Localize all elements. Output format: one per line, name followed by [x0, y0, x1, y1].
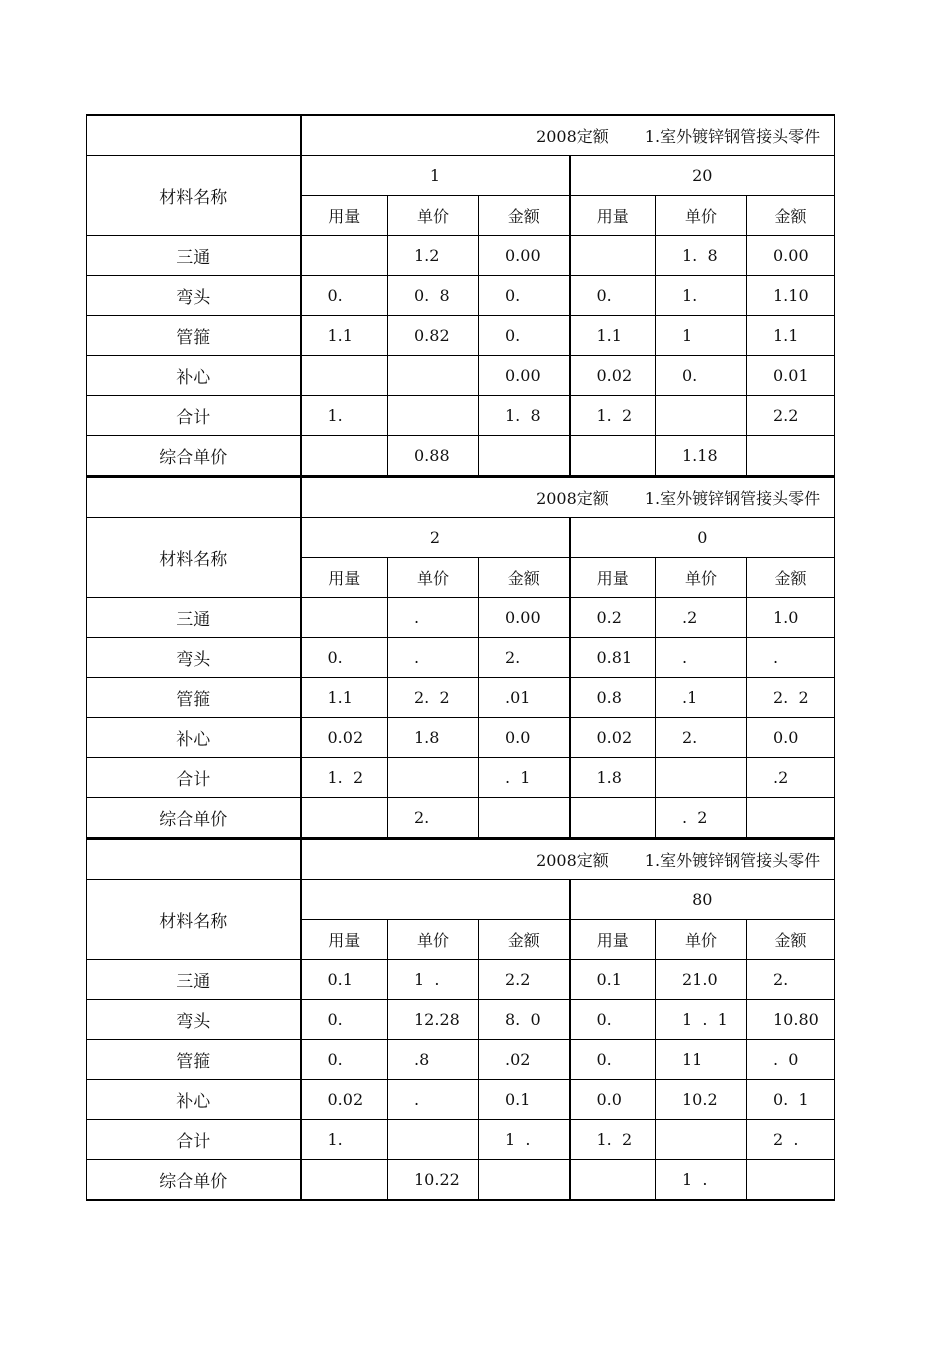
- cell: .: [388, 598, 479, 638]
- cell: 1.1: [747, 316, 835, 356]
- cell: [479, 1160, 570, 1201]
- cell: 10.22: [388, 1160, 479, 1201]
- cell: 1.0: [747, 598, 835, 638]
- cell: 0.00: [479, 356, 570, 396]
- col-header-quantity: 用量: [570, 558, 656, 598]
- cell: 1.18: [656, 436, 747, 476]
- col-header-unit-price: 单价: [388, 196, 479, 236]
- cell: 0.1: [570, 960, 656, 1000]
- cell: [570, 798, 656, 838]
- cell: [479, 798, 570, 838]
- title-name: 1.室外镀锌钢管接头零件: [644, 127, 821, 146]
- table-row: [87, 316, 835, 356]
- col-header-quantity: 用量: [301, 920, 388, 960]
- cell: 1.: [656, 276, 747, 316]
- table-row: [87, 276, 835, 316]
- cell: .02: [479, 1040, 570, 1080]
- quota-block-3: [86, 838, 835, 1201]
- cell: 0.: [570, 276, 656, 316]
- cell: [570, 436, 656, 476]
- cell: 0.82: [388, 316, 479, 356]
- cell: 1. 8: [479, 396, 570, 436]
- cell: .: [747, 638, 835, 678]
- cell: [388, 396, 479, 436]
- material-name-header: 材料名称: [87, 156, 301, 236]
- material-name: 综合单价: [87, 1160, 301, 1201]
- cell: 0.: [301, 1000, 388, 1040]
- col-header-amount: 金额: [479, 920, 570, 960]
- cell: 1 . 1: [656, 1000, 747, 1040]
- table-row: [87, 1000, 835, 1040]
- cell: [388, 356, 479, 396]
- cell: 0.02: [301, 718, 388, 758]
- empty-corner-cell: [87, 115, 301, 156]
- title-year: 2008定额: [536, 489, 609, 508]
- cell: 1 .: [388, 960, 479, 1000]
- block-title: [301, 839, 835, 880]
- col-header-unit-price: 单价: [656, 196, 747, 236]
- cell: 0.: [479, 316, 570, 356]
- material-name: 综合单价: [87, 436, 301, 476]
- cell: 1.2: [388, 236, 479, 276]
- cell: [747, 798, 835, 838]
- cell: .: [656, 638, 747, 678]
- block-title: [301, 477, 835, 518]
- title-name: 1.室外镀锌钢管接头零件: [644, 851, 821, 870]
- cell: 2.2: [747, 396, 835, 436]
- group-a-header: 2: [301, 518, 570, 558]
- cell: 0.00: [747, 236, 835, 276]
- col-header-unit-price: 单价: [656, 558, 747, 598]
- col-header-quantity: 用量: [301, 196, 388, 236]
- cell: . 2: [656, 798, 747, 838]
- table-row: [87, 1160, 835, 1201]
- cell: . 0: [747, 1040, 835, 1080]
- table-row: [87, 436, 835, 476]
- cell: 1 .: [656, 1160, 747, 1201]
- table-row: [87, 798, 835, 838]
- cell: 0.02: [301, 1080, 388, 1120]
- cell: [747, 1160, 835, 1201]
- material-name: 三通: [87, 598, 301, 638]
- cell: 0.: [301, 1040, 388, 1080]
- table-row: [87, 638, 835, 678]
- cell: [301, 356, 388, 396]
- col-header-quantity: 用量: [301, 558, 388, 598]
- cell: [747, 436, 835, 476]
- cell: [301, 436, 388, 476]
- cell: 10.2: [656, 1080, 747, 1120]
- cell: [388, 758, 479, 798]
- cell: [570, 236, 656, 276]
- cell: 0.81: [570, 638, 656, 678]
- group-b-header: 80: [570, 880, 835, 920]
- cell: 1. 2: [570, 1120, 656, 1160]
- table-row: [87, 396, 835, 436]
- material-name: 综合单价: [87, 798, 301, 838]
- cell: [570, 1160, 656, 1201]
- cell: 0.: [301, 638, 388, 678]
- cell: 1.8: [388, 718, 479, 758]
- material-name: 弯头: [87, 638, 301, 678]
- col-header-unit-price: 单价: [388, 558, 479, 598]
- cell: 11: [656, 1040, 747, 1080]
- table-row: [87, 758, 835, 798]
- cell: .: [388, 1080, 479, 1120]
- empty-corner-cell: [87, 477, 301, 518]
- table-row: [87, 598, 835, 638]
- material-name: 补心: [87, 1080, 301, 1120]
- cell: [656, 1120, 747, 1160]
- group-a-header: [301, 880, 570, 920]
- group-a-header: 1: [301, 156, 570, 196]
- cell: 12.28: [388, 1000, 479, 1040]
- cell: 1.10: [747, 276, 835, 316]
- cell: 0.: [570, 1040, 656, 1080]
- cell: 0.: [570, 1000, 656, 1040]
- col-header-amount: 金额: [479, 196, 570, 236]
- cell: 10.80: [747, 1000, 835, 1040]
- title-year: 2008定额: [536, 851, 609, 870]
- table-row: [87, 1080, 835, 1120]
- quota-sheet: [86, 114, 834, 1201]
- material-name: 补心: [87, 718, 301, 758]
- material-name: 三通: [87, 960, 301, 1000]
- cell: 0.: [656, 356, 747, 396]
- cell: 21.0: [656, 960, 747, 1000]
- cell: 2. 2: [747, 678, 835, 718]
- material-name: 管箍: [87, 678, 301, 718]
- cell: 1.1: [301, 316, 388, 356]
- cell: [656, 396, 747, 436]
- material-name: 合计: [87, 396, 301, 436]
- cell: 0. 1: [747, 1080, 835, 1120]
- title-year: 2008定额: [536, 127, 609, 146]
- col-header-amount: 金额: [747, 558, 835, 598]
- cell: 2.: [747, 960, 835, 1000]
- cell: 1.1: [301, 678, 388, 718]
- group-b-header: 0: [570, 518, 835, 558]
- table-row: [87, 356, 835, 396]
- cell: 1.1: [570, 316, 656, 356]
- cell: 0.0: [570, 1080, 656, 1120]
- cell: 1.8: [570, 758, 656, 798]
- cell: .8: [388, 1040, 479, 1080]
- material-name: 弯头: [87, 1000, 301, 1040]
- cell: 0.01: [747, 356, 835, 396]
- material-name-header: 材料名称: [87, 880, 301, 960]
- material-name: 合计: [87, 758, 301, 798]
- cell: 2.: [656, 718, 747, 758]
- cell: 0.0: [747, 718, 835, 758]
- group-b-header: 20: [570, 156, 835, 196]
- cell: .01: [479, 678, 570, 718]
- cell: 0.1: [479, 1080, 570, 1120]
- table-row: [87, 960, 835, 1000]
- cell: 2. 2: [388, 678, 479, 718]
- table-row: [87, 718, 835, 758]
- cell: [301, 236, 388, 276]
- material-name-header: 材料名称: [87, 518, 301, 598]
- cell: 0. 8: [388, 276, 479, 316]
- material-name: 管箍: [87, 1040, 301, 1080]
- cell: 0.0: [479, 718, 570, 758]
- cell: 0.00: [479, 236, 570, 276]
- cell: [301, 798, 388, 838]
- cell: 0.02: [570, 356, 656, 396]
- cell: 1. 2: [301, 758, 388, 798]
- cell: 1.: [301, 1120, 388, 1160]
- cell: 2.: [479, 638, 570, 678]
- col-header-amount: 金额: [747, 196, 835, 236]
- material-name: 三通: [87, 236, 301, 276]
- cell: 0.: [479, 276, 570, 316]
- cell: 1.: [301, 396, 388, 436]
- table-row: [87, 236, 835, 276]
- cell: 2.2: [479, 960, 570, 1000]
- cell: 0.88: [388, 436, 479, 476]
- block-title: [301, 115, 835, 156]
- cell: 1 .: [479, 1120, 570, 1160]
- empty-corner-cell: [87, 839, 301, 880]
- cell: [656, 758, 747, 798]
- quota-block-2: [86, 476, 835, 838]
- cell: . 1: [479, 758, 570, 798]
- col-header-amount: 金额: [747, 920, 835, 960]
- cell: .2: [747, 758, 835, 798]
- col-header-unit-price: 单价: [656, 920, 747, 960]
- table-row: [87, 1120, 835, 1160]
- cell: [479, 436, 570, 476]
- quota-block-1: [86, 114, 835, 476]
- cell: .1: [656, 678, 747, 718]
- cell: 0.2: [570, 598, 656, 638]
- col-header-unit-price: 单价: [388, 920, 479, 960]
- cell: .: [388, 638, 479, 678]
- cell: 1. 8: [656, 236, 747, 276]
- material-name: 合计: [87, 1120, 301, 1160]
- material-name: 弯头: [87, 276, 301, 316]
- cell: 0.02: [570, 718, 656, 758]
- cell: 1. 2: [570, 396, 656, 436]
- cell: [301, 598, 388, 638]
- cell: 0.1: [301, 960, 388, 1000]
- cell: [388, 1120, 479, 1160]
- col-header-amount: 金额: [479, 558, 570, 598]
- table-row: [87, 678, 835, 718]
- cell: [301, 1160, 388, 1201]
- cell: 0.: [301, 276, 388, 316]
- col-header-quantity: 用量: [570, 920, 656, 960]
- cell: .2: [656, 598, 747, 638]
- cell: 8. 0: [479, 1000, 570, 1040]
- title-name: 1.室外镀锌钢管接头零件: [644, 489, 821, 508]
- col-header-quantity: 用量: [570, 196, 656, 236]
- cell: 2.: [388, 798, 479, 838]
- material-name: 管箍: [87, 316, 301, 356]
- material-name: 补心: [87, 356, 301, 396]
- cell: 0.00: [479, 598, 570, 638]
- table-row: [87, 1040, 835, 1080]
- cell: 0.8: [570, 678, 656, 718]
- cell: 2 .: [747, 1120, 835, 1160]
- cell: 1: [656, 316, 747, 356]
